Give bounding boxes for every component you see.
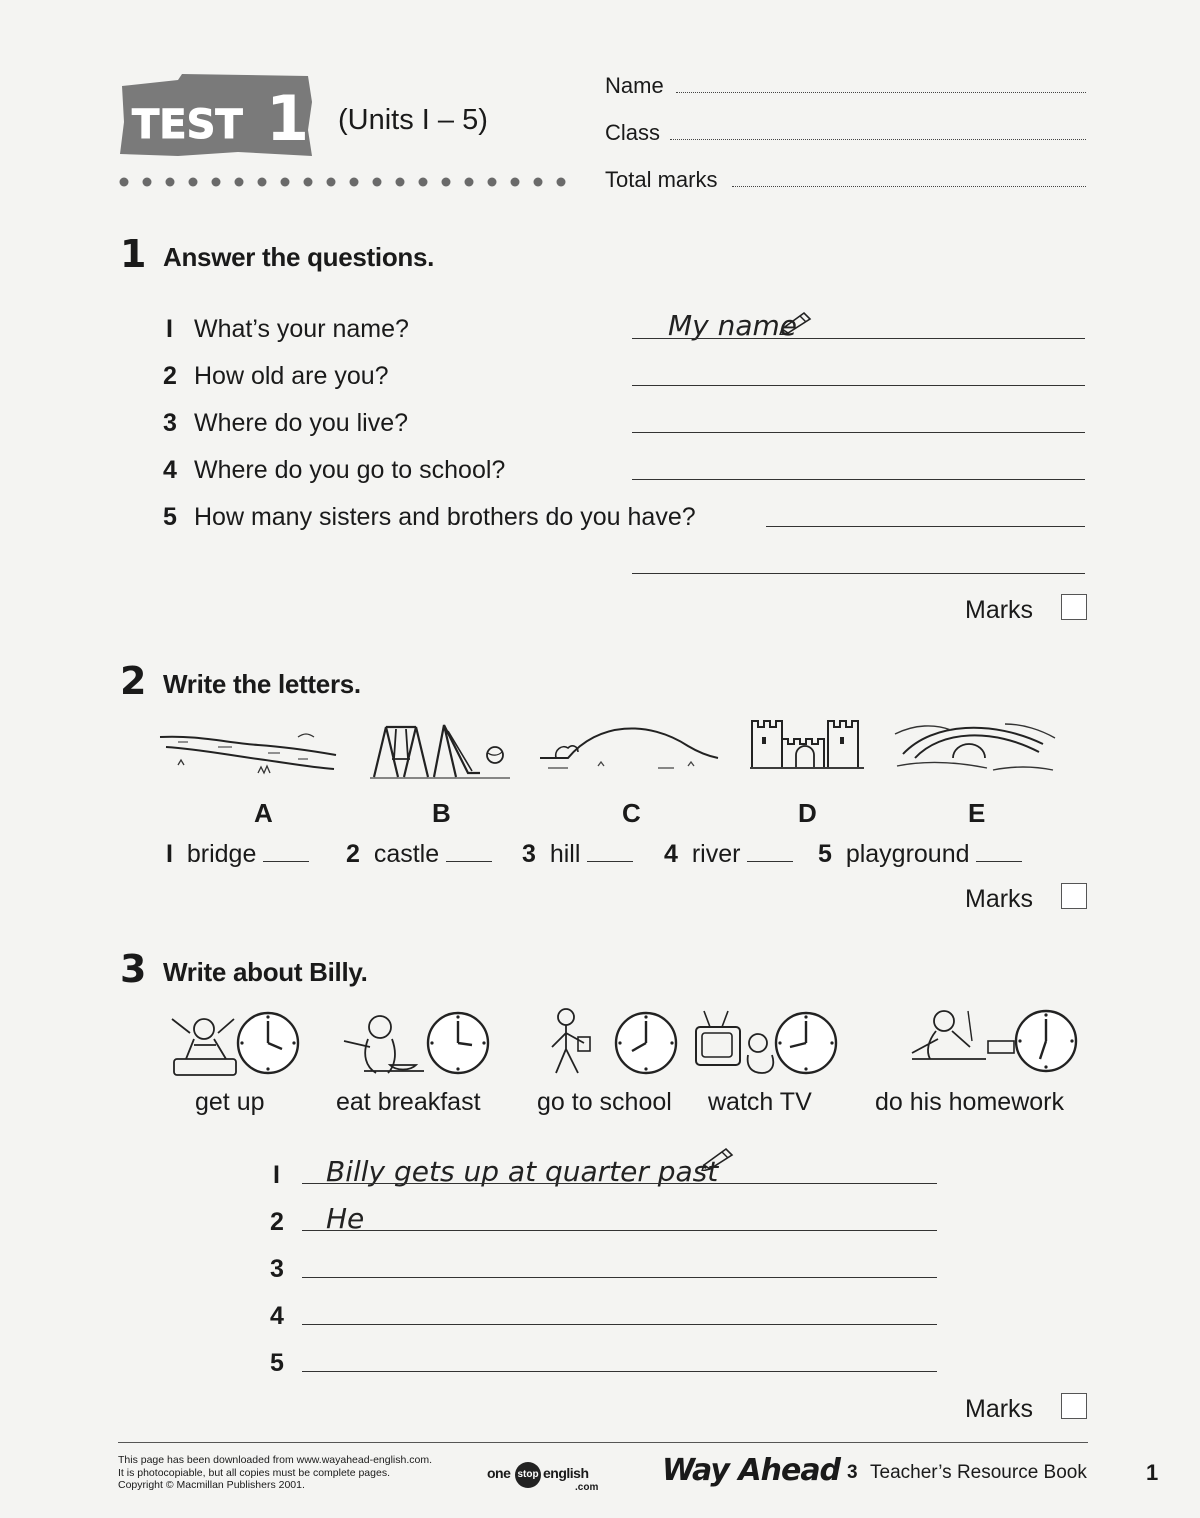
pencil-icon: [778, 307, 814, 335]
writing-line[interactable]: [302, 1277, 937, 1278]
test-word: TEST: [132, 102, 243, 148]
item-word: castle: [373, 840, 440, 868]
total-marks-field[interactable]: [732, 186, 1086, 187]
marks-box[interactable]: [1061, 883, 1087, 909]
question-number: I: [166, 315, 173, 343]
item-word: river: [691, 840, 741, 868]
line-answer: He: [326, 1202, 365, 1235]
word-item: [166, 840, 309, 869]
section-3-title: Write about Billy.: [163, 957, 368, 987]
question-number: 3: [163, 409, 177, 437]
section-3-number: 3: [120, 947, 147, 991]
answer-blank[interactable]: [747, 861, 793, 862]
item-word: bridge: [186, 840, 257, 868]
picture-letter: B: [432, 798, 451, 828]
answer-blank[interactable]: [263, 861, 309, 862]
item-number: 2: [346, 840, 360, 868]
class-label: Class: [605, 120, 661, 145]
activity-label: go to school: [537, 1088, 672, 1116]
castle-picture: [748, 715, 868, 773]
footer-divider: [118, 1442, 1088, 1443]
hill-picture: [538, 720, 720, 775]
playground-picture: [368, 715, 513, 780]
question-number: 5: [163, 503, 177, 531]
line-answer: Billy gets up at quarter past: [326, 1155, 719, 1188]
answer-line[interactable]: [632, 385, 1085, 386]
units-range: (Units I – 5): [338, 104, 488, 136]
copyright-notice: [118, 1454, 478, 1492]
question-text: Where do you live?: [194, 409, 409, 437]
onestopenglish-logo: one stop english .com: [487, 1462, 607, 1496]
level-number: 3: [847, 1462, 858, 1483]
marks-label: Marks: [965, 596, 1034, 624]
activity-label: do his homework: [875, 1088, 1064, 1116]
section-1-number: 1: [120, 232, 147, 276]
marks-box[interactable]: [1061, 1393, 1087, 1419]
writing-line[interactable]: [302, 1183, 937, 1184]
activity-label: get up: [195, 1088, 265, 1116]
line-number: 5: [270, 1349, 284, 1377]
item-word: hill: [549, 840, 581, 868]
answer-line[interactable]: [632, 338, 1085, 339]
item-word: playground: [845, 840, 970, 868]
answer-line[interactable]: [632, 432, 1085, 433]
marks-box[interactable]: [1061, 594, 1087, 620]
river-picture: [158, 725, 338, 780]
marks-label: Marks: [965, 1395, 1034, 1423]
writing-line[interactable]: [302, 1324, 937, 1325]
activity-label: watch TV: [708, 1088, 812, 1116]
picture-letter: C: [622, 798, 641, 828]
test-badge: [118, 72, 314, 158]
item-number: 3: [522, 840, 536, 868]
bridge-picture: [893, 714, 1057, 774]
picture-letter: A: [254, 798, 273, 828]
answer-line[interactable]: [632, 479, 1085, 480]
question-text: Where do you go to school?: [194, 456, 506, 484]
line-number: 4: [270, 1302, 284, 1330]
question-text: What’s your name?: [194, 315, 409, 343]
item-number: 4: [664, 840, 678, 868]
question-text: How many sisters and brothers do you have?: [194, 503, 696, 531]
line-number: I: [273, 1161, 280, 1189]
item-number: 5: [818, 840, 832, 868]
item-number: I: [166, 840, 173, 868]
picture-letter: E: [968, 798, 986, 828]
way-ahead-logo: Way Ahead: [662, 1453, 841, 1488]
book-title: Teacher’s Resource Book: [870, 1462, 1087, 1483]
do-homework-picture: [908, 1001, 1080, 1077]
line-number: 3: [270, 1255, 284, 1283]
line-number: 2: [270, 1208, 284, 1236]
section-1-title: Answer the questions.: [163, 242, 435, 272]
word-item: [664, 840, 793, 869]
question-text: How old are you?: [194, 362, 389, 390]
notice-line: It is photocopiable, but all copies must be complete pages.: [118, 1466, 390, 1479]
notice-line: Copyright © Macmillan Publishers 2001.: [118, 1479, 305, 1491]
question-number: 2: [163, 362, 177, 390]
watch-tv-picture: [692, 1003, 840, 1079]
go-to-school-picture: [540, 1003, 680, 1079]
writing-line[interactable]: [302, 1230, 937, 1231]
pencil-icon: [700, 1143, 736, 1171]
page-number: 1: [1146, 1460, 1159, 1485]
name-field[interactable]: [676, 92, 1086, 93]
eat-breakfast-picture: [340, 1005, 494, 1081]
section-2-number: 2: [120, 659, 147, 703]
answer-blank[interactable]: [446, 861, 492, 862]
total-marks-label: Total marks: [605, 167, 718, 192]
word-item: [346, 840, 492, 869]
picture-letter: D: [798, 798, 817, 828]
word-item: [522, 840, 633, 869]
marks-label: Marks: [965, 885, 1034, 913]
name-label: Name: [605, 73, 664, 98]
class-field[interactable]: [670, 139, 1086, 140]
answer-blank[interactable]: [976, 861, 1022, 862]
get-up-picture: [164, 1005, 304, 1081]
answer-line[interactable]: [632, 573, 1085, 574]
answer-line[interactable]: [766, 526, 1085, 527]
test-number: 1: [266, 82, 310, 155]
writing-line[interactable]: [302, 1371, 937, 1372]
answer-blank[interactable]: [587, 861, 633, 862]
dotted-divider: [118, 175, 580, 189]
word-item: [818, 840, 1022, 869]
notice-line: This page has been downloaded from www.wayahead-english.com.: [118, 1454, 433, 1466]
question-number: 4: [163, 456, 177, 484]
answer-text: My name: [668, 309, 798, 342]
activity-label: eat breakfast: [336, 1088, 481, 1116]
section-2-title: Write the letters.: [163, 669, 361, 699]
